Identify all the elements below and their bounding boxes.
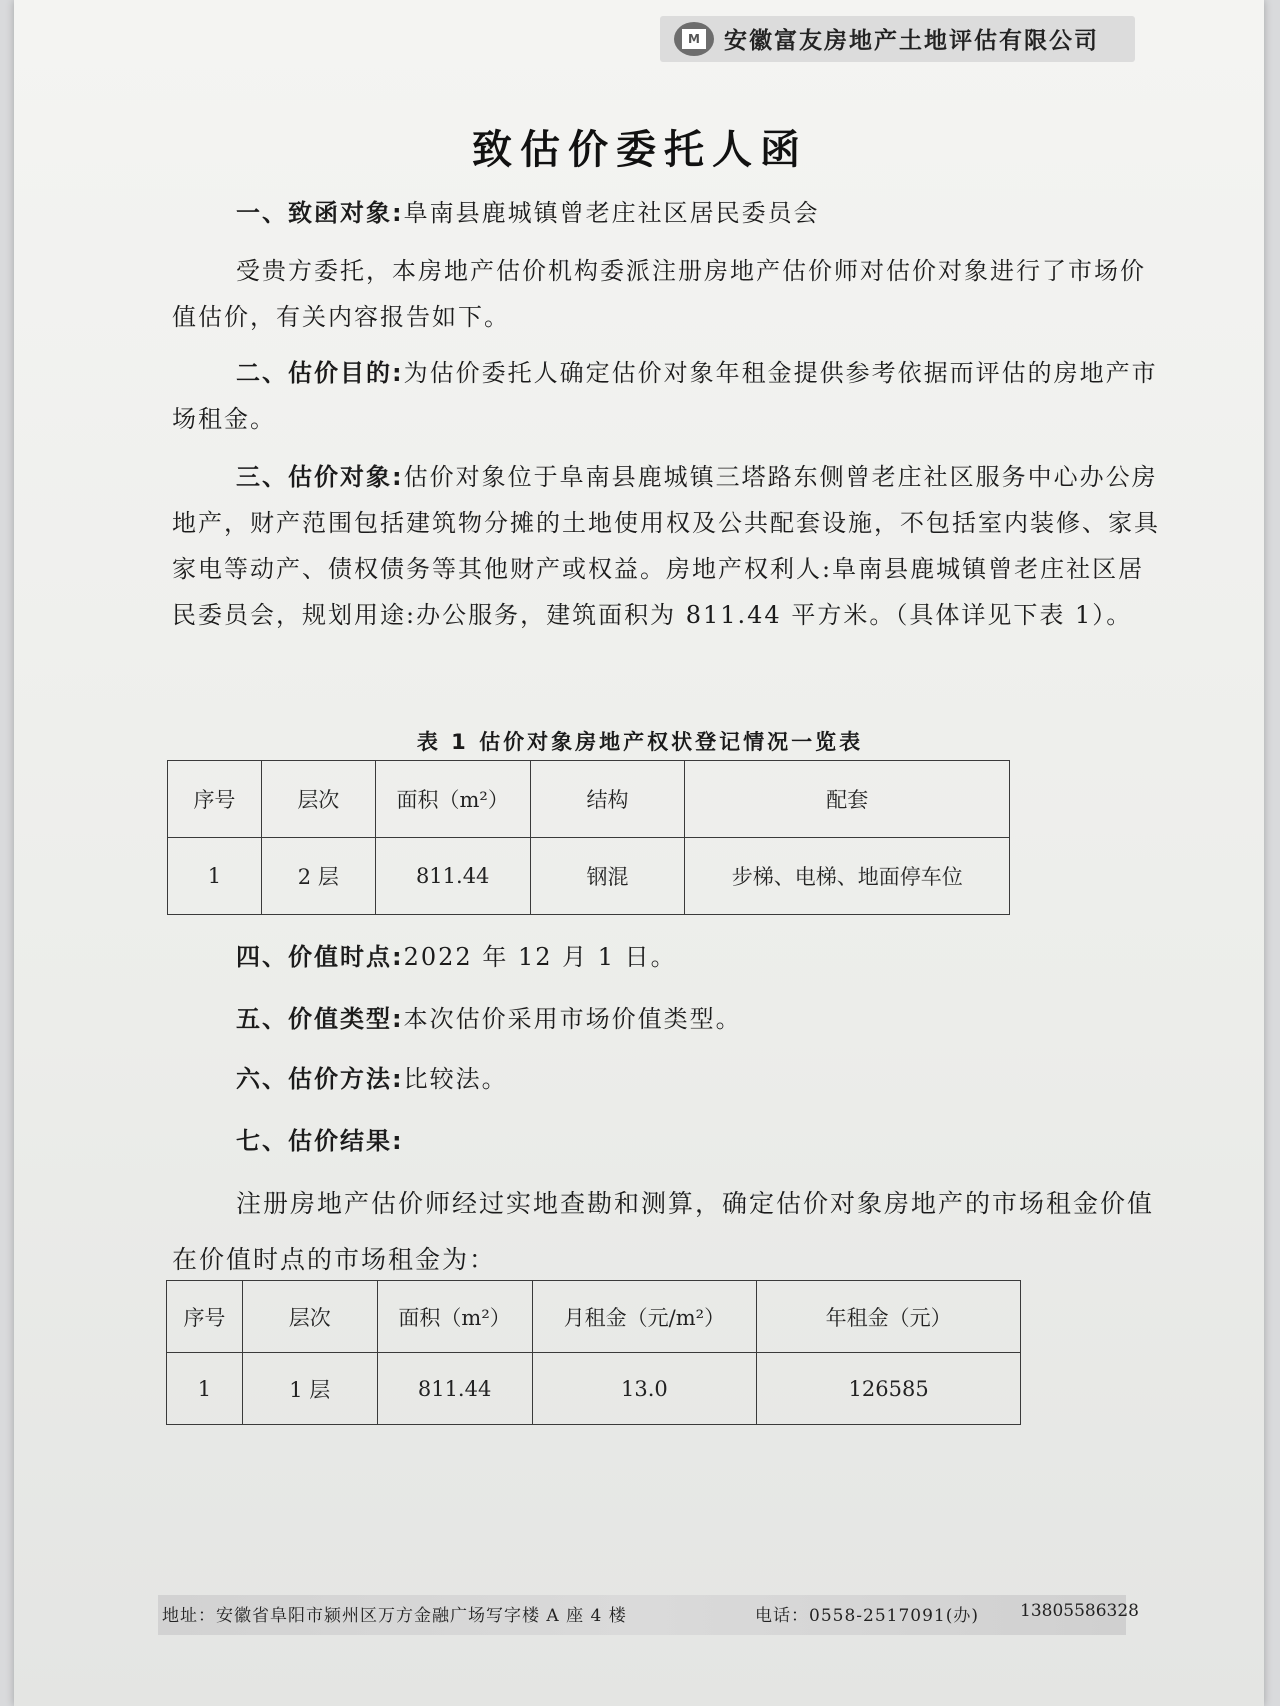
company-name: 安徽富友房地产土地评估有限公司	[724, 28, 1099, 54]
property-registration-table	[167, 760, 1010, 915]
table-cell: 126585	[757, 1353, 1021, 1425]
table-header-cell: 月租金（元/m²）	[532, 1281, 757, 1353]
letter-title: 致估价委托人函	[472, 127, 808, 173]
section-recipient-heading: 一、致函对象:	[236, 199, 404, 227]
section-object-text: 估价对象位于阜南县鹿城镇三塔路东侧曾老庄社区服务中心办公房地产，财产范围包括建筑物分摊的土地使用权及公共配套设施，不包括室内装修、家具家电等动产、债权债务等其他财产或权益。房地产权利人:阜南县鹿城镇曾老庄社区居民委员会，规划用途:办公服务，建筑面积为 811.44 平方米。（具体详见下表 1）。	[172, 463, 1160, 629]
table-cell: 811.44	[375, 838, 530, 915]
footer-mobile: 13805586328	[1020, 1601, 1139, 1621]
table-header-cell: 面积（m²）	[377, 1281, 532, 1353]
table-header-cell: 序号	[168, 761, 262, 838]
result-paragraph: 注册房地产估价师经过实地查勘和测算，确定估价对象房地产的市场租金价值在价值时点的市场租金为：	[172, 1189, 1155, 1274]
section-purpose	[172, 350, 1162, 442]
table-header-cell: 面积（m²）	[375, 761, 530, 838]
table-cell: 钢混	[530, 838, 685, 915]
footer-address: 地址：安徽省阜阳市颍州区万方金融广场写字楼 A 座 4 楼	[162, 1606, 627, 1626]
section-value-date-heading: 四、价值时点:	[236, 943, 404, 971]
intro-paragraph: 受贵方委托，本房地产估价机构委派注册房地产估价师对估价对象进行了市场价值估价，有关内容报告如下。	[172, 257, 1146, 331]
company-logo	[674, 22, 714, 56]
table-header-cell: 结构	[530, 761, 685, 838]
footer-phone: 电话：0558-2517091(办)	[755, 1606, 979, 1626]
table-cell: 811.44	[377, 1353, 532, 1425]
section-object-heading: 三、估价对象:	[236, 463, 404, 491]
section-value-date	[172, 934, 1162, 980]
table-row	[168, 838, 1010, 915]
table-header-cell: 层次	[261, 761, 375, 838]
table-cell: 13.0	[532, 1353, 757, 1425]
table-cell: 1	[167, 1353, 243, 1425]
table-header-cell: 序号	[167, 1281, 243, 1353]
table-header-cell: 年租金（元）	[757, 1281, 1021, 1353]
section-purpose-heading: 二、估价目的:	[236, 359, 404, 387]
table-cell: 1 层	[242, 1353, 377, 1425]
section-result	[172, 1118, 1162, 1164]
section-result-heading: 七、估价结果:	[236, 1127, 404, 1155]
section-recipient	[172, 190, 1162, 236]
section-method-heading: 六、估价方法:	[236, 1065, 404, 1093]
table-header-row	[168, 761, 1010, 838]
table1-caption: 表 1 估价对象房地产权状登记情况一览表	[416, 730, 864, 754]
section-value-type	[172, 996, 1162, 1042]
section-value-type-text: 本次估价采用市场价值类型。	[403, 1005, 742, 1033]
section-value-date-text: 2022 年 12 月 1 日。	[403, 943, 677, 971]
section-method	[172, 1056, 1162, 1102]
table-cell: 2 层	[261, 838, 375, 915]
table-row	[167, 1353, 1021, 1425]
table-cell: 1	[168, 838, 262, 915]
table-cell: 步梯、电梯、地面停车位	[685, 838, 1010, 915]
section-method-text: 比较法。	[403, 1065, 508, 1093]
section-object	[172, 454, 1162, 638]
table-header-cell: 层次	[242, 1281, 377, 1353]
table-header-cell: 配套	[685, 761, 1010, 838]
section-recipient-text: 阜南县鹿城镇曾老庄社区居民委员会	[403, 199, 820, 227]
section-value-type-heading: 五、价值类型:	[236, 1005, 404, 1033]
table-header-row	[167, 1281, 1021, 1353]
logo-mark: M	[682, 29, 706, 49]
section-purpose-text: 为估价委托人确定估价对象年租金提供参考依据而评估的房地产市场租金。	[172, 359, 1158, 433]
rent-result-table	[166, 1280, 1021, 1425]
